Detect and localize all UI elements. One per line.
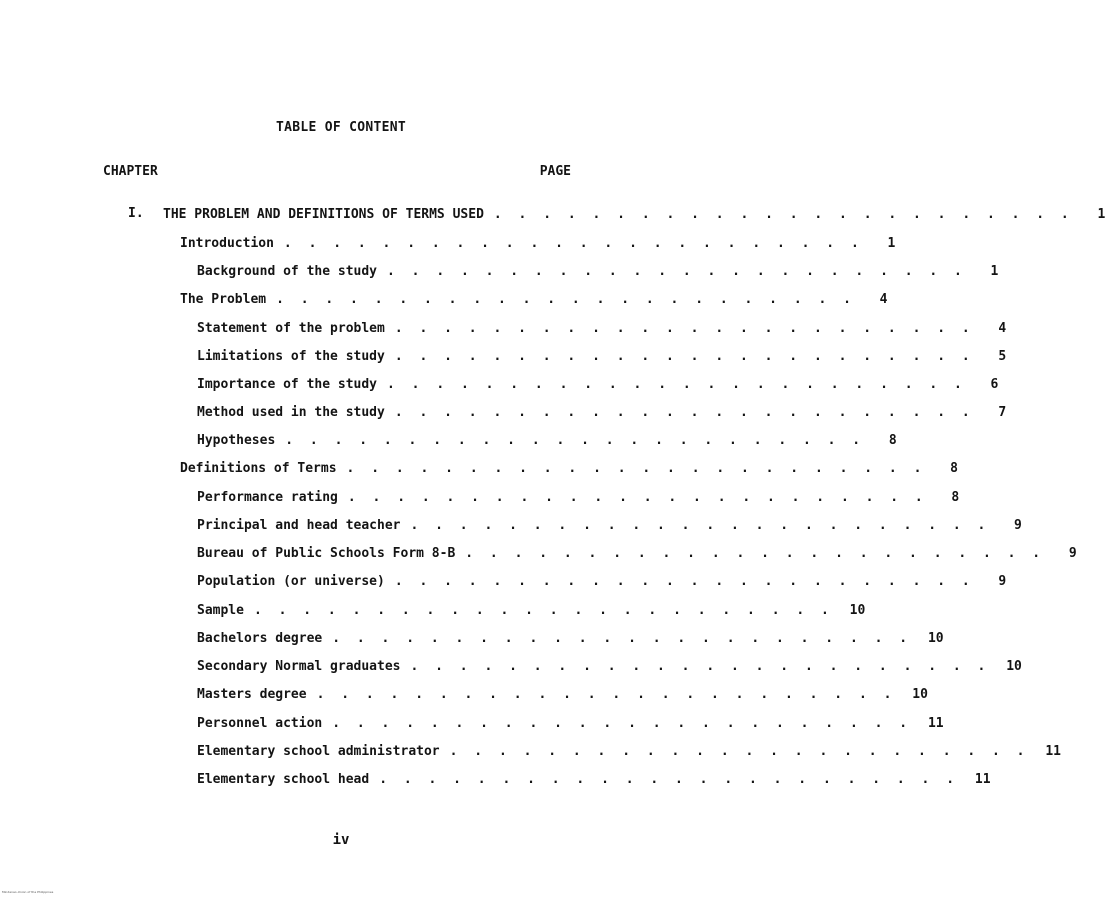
toc-entry-page: 9: [1014, 518, 1022, 533]
toc-entry-page: 9: [998, 574, 1007, 589]
leader-dots: . . . . . . . . . . . . . . . . . . . . . . . .: [449, 744, 1029, 759]
leader-dots: . . . . . . . . . . . . . . . . . . . . . . . .: [285, 433, 865, 448]
toc-entry: [197, 348, 1007, 366]
toc-entry: [163, 206, 1105, 224]
toc-entry-page: 8: [950, 461, 958, 476]
toc-entry-page: 10: [1006, 659, 1022, 674]
page-title: TABLE OF CONTENT: [275, 120, 407, 135]
leader-dots: . . . . . . . . . . . . . . . . . . . . . . . .: [316, 687, 896, 702]
page-column-header: PAGE: [539, 164, 571, 179]
toc-entry-label: Limitations of the study: [197, 349, 385, 364]
toc-entry: [197, 602, 866, 620]
leader-dots: . . . . . . . . . . . . . . . . . . . . . . . .: [394, 349, 975, 364]
toc-entry-page: 10: [849, 603, 866, 618]
toc-entry-label: Bachelors degree: [197, 631, 323, 646]
leader-dots: . . . . . . . . . . . . . . . . . . . . . . . .: [379, 772, 959, 787]
leader-dots: . . . . . . . . . . . . . . . . . . . . . . . .: [346, 461, 926, 476]
toc-entry-page: 11: [1045, 744, 1061, 759]
toc-entry-page: 10: [912, 687, 928, 702]
toc-entry-page: 9: [1068, 546, 1077, 561]
toc-entry-page: 1: [990, 264, 999, 279]
toc-entry-page: 11: [927, 716, 944, 731]
toc-entry: [197, 715, 944, 733]
toc-entry-label: Definitions of Terms: [180, 461, 337, 476]
leader-dots: . . . . . . . . . . . . . . . . . . . . . . . .: [387, 377, 967, 392]
toc-entry-label: Principal and head teacher: [197, 518, 401, 533]
toc-entry-label: Bureau of Public Schools Form 8-B: [197, 546, 456, 561]
toc-entry-page: 4: [879, 292, 888, 307]
toc-entry-label: Background of the study: [197, 264, 378, 279]
toc-entry: [180, 291, 888, 309]
toc-entry: [180, 235, 896, 253]
toc-entry-page: 11: [974, 772, 991, 787]
toc-entry-page: 1: [887, 236, 896, 251]
leader-dots: . . . . . . . . . . . . . . . . . . . . . . . .: [276, 292, 856, 307]
toc-entry-page: 1: [1097, 207, 1105, 222]
page-number: iv: [332, 832, 350, 848]
toc-entry-label: Statement of the problem: [197, 321, 385, 336]
leader-dots: . . . . . . . . . . . . . . . . . . . . . . . .: [332, 631, 912, 646]
leader-dots: . . . . . . . . . . . . . . . . . . . . . . . .: [283, 236, 864, 251]
toc-entry-label: Method used in the study: [197, 405, 385, 420]
toc-entry: [197, 630, 944, 648]
toc-entry: [197, 573, 1007, 591]
toc-entry-label: Hypotheses: [197, 433, 276, 448]
toc-entry-label: Population (or universe): [197, 574, 385, 589]
leader-dots: . . . . . . . . . . . . . . . . . . . . . . . .: [465, 546, 1045, 561]
chapter-number: I.: [128, 206, 144, 221]
toc-entry: [197, 658, 1022, 676]
toc-entry: [197, 545, 1077, 563]
toc-entry-label: Masters degree: [197, 687, 307, 702]
leader-dots: . . . . . . . . . . . . . . . . . . . . . . . .: [387, 264, 967, 279]
toc-entry-page: 4: [998, 321, 1007, 336]
leader-dots: . . . . . . . . . . . . . . . . . . . . . . . .: [394, 321, 975, 336]
toc-entry-page: 6: [990, 377, 999, 392]
leader-dots: . . . . . . . . . . . . . . . . . . . . . . . .: [493, 207, 1074, 222]
toc-entry-label: Personnel action: [197, 716, 323, 731]
toc-entry-page: 8: [888, 433, 897, 448]
leader-dots: . . . . . . . . . . . . . . . . . . . . . . . .: [394, 574, 975, 589]
toc-entry: [180, 460, 958, 478]
toc-entry-page: 10: [927, 631, 944, 646]
toc-entry: [197, 771, 991, 789]
toc-entry: [197, 263, 999, 281]
toc-entry-label: Secondary Normal graduates: [197, 659, 401, 674]
toc-entry-page: 5: [998, 349, 1007, 364]
toc-entry: [197, 376, 999, 394]
toc-entry-label: Elementary school administrator: [197, 744, 440, 759]
toc-entry: [197, 489, 960, 507]
leader-dots: . . . . . . . . . . . . . . . . . . . . . . . .: [394, 405, 975, 420]
toc-entry: [197, 432, 897, 450]
leader-dots: . . . . . . . . . . . . . . . . . . . . . . . .: [332, 716, 912, 731]
toc-entry-label: Introduction: [180, 236, 274, 251]
chapter-column-header: CHAPTER: [103, 164, 158, 179]
toc-entry-page: 7: [998, 405, 1007, 420]
toc-entry-label: Performance rating: [197, 490, 338, 505]
leader-dots: . . . . . . . . . . . . . . . . . . . . . . . .: [347, 490, 928, 505]
toc-entry-label: Elementary school head: [197, 772, 370, 787]
leader-dots: . . . . . . . . . . . . . . . . . . . . . . . .: [253, 603, 834, 618]
toc-entry-label: Sample: [197, 603, 244, 618]
leader-dots: . . . . . . . . . . . . . . . . . . . . . . . .: [410, 659, 990, 674]
toc-entry-label: THE PROBLEM AND DEFINITIONS OF TERMS USED: [163, 207, 484, 222]
toc-entry-label: Importance of the study: [197, 377, 378, 392]
toc-entry: [197, 320, 1007, 338]
scan-note: Mindanao-Union of the Philippines: [2, 890, 54, 894]
toc-entry-page: 8: [951, 490, 960, 505]
toc-entry: [197, 743, 1061, 761]
toc-entry: [197, 404, 1007, 422]
toc-entry: [197, 517, 1022, 535]
leader-dots: . . . . . . . . . . . . . . . . . . . . . . . .: [410, 518, 990, 533]
toc-entry: [197, 686, 928, 704]
toc-entry-label: The Problem: [180, 292, 267, 307]
